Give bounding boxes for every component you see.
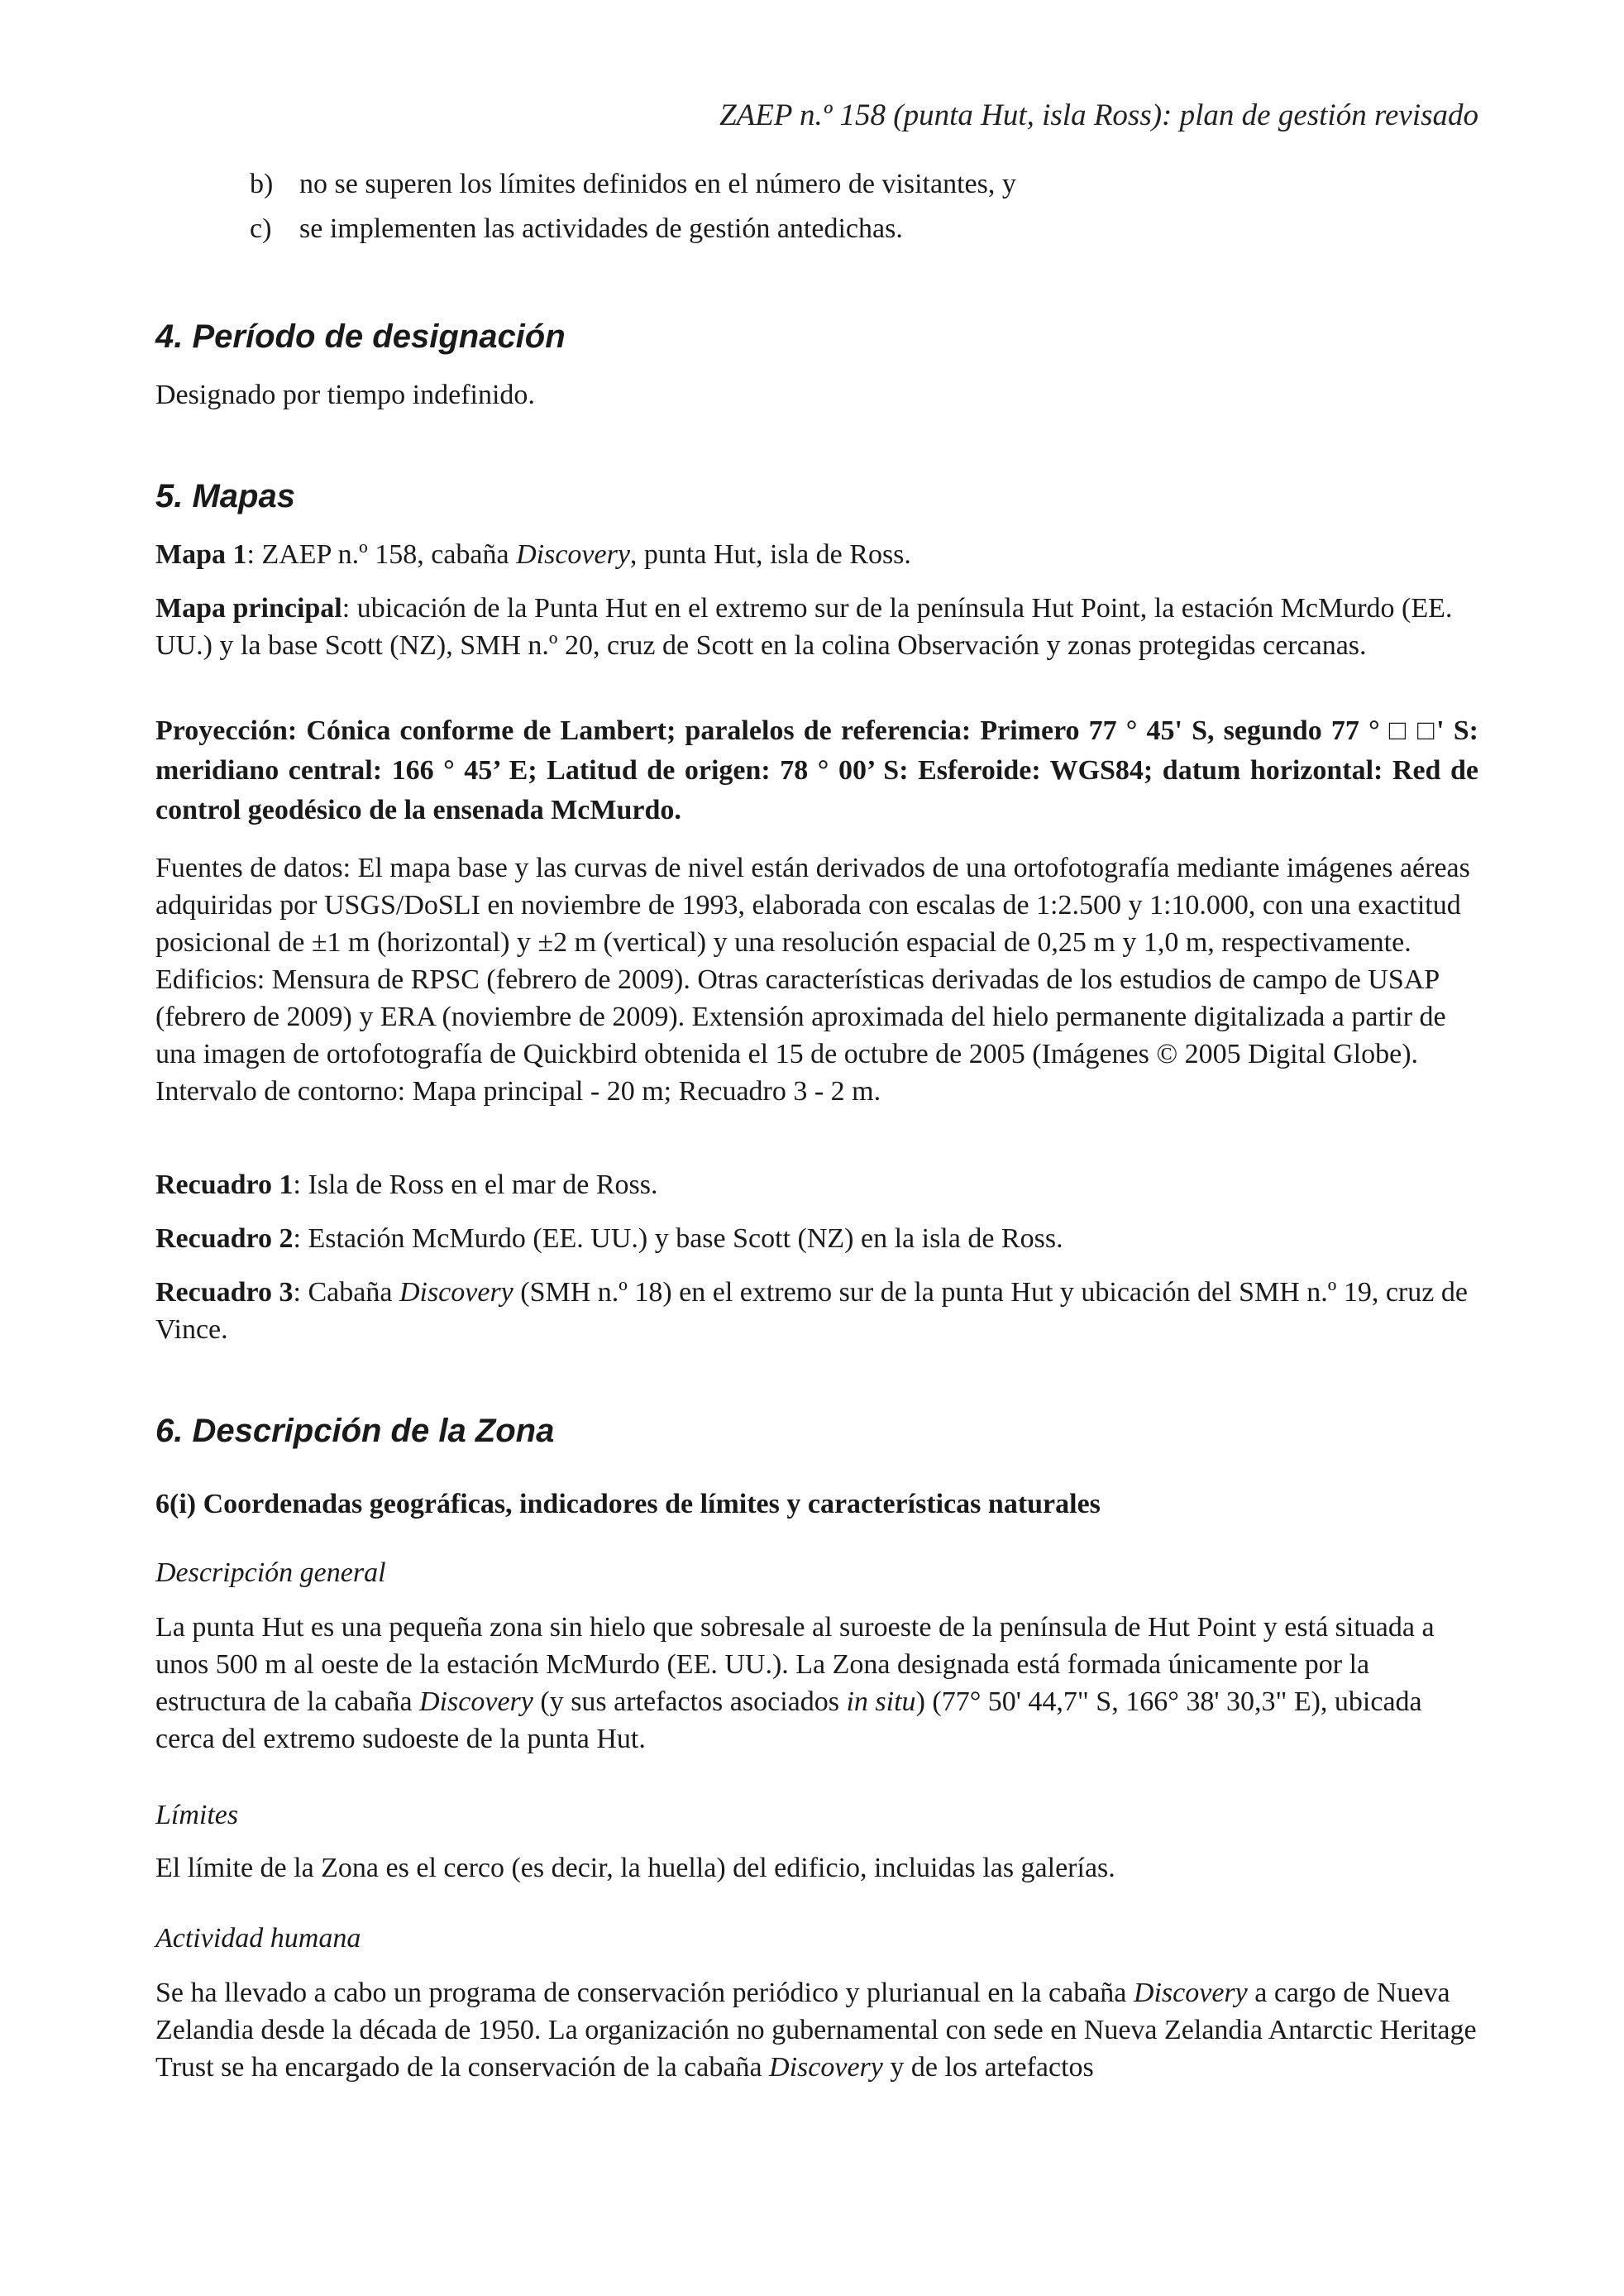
projection-text: Proyección: Cónica conforme de Lambert; paralelos de referencia: Primero 77 ° 45' S, segundo 77 ° □ □' S: meridiano central: 166 ° 45’ E; Latitud de origen: 78 ° 00’ S: Esferoide: WGS84; datum horizontal: Red de control geodésico de la ensenada McMurdo. — [155, 715, 1478, 825]
list-item — [250, 169, 1016, 213]
list-item-text: se implementen las actividades de gestión antedichas. — [299, 213, 903, 244]
list-item-text: no se superen los límites definidos en el número de visitantes, y — [299, 169, 1016, 199]
list-marker: c) — [250, 213, 272, 244]
limits-text: El límite de la Zona es el cerco (es decir, la huella) del edificio, incluidas las galerías. — [155, 1853, 1115, 1883]
criteria-list — [250, 169, 1016, 258]
data-sources: Fuentes de datos: El mapa base y las curvas de nivel están derivados de una ortofotografía mediante imágenes aéreas adquiridas por USGS/DoSLI en noviembre de 1993, elaborada con escalas de 1:2.500 y 1:10.000, con una exactitud posicional de ±1 m (horizontal) y ±2 m (vertical) y una resolución espacial de 0,25 m y 1,0 m, respectivamente. Edificios: Mensura de RPSC (febrero de 2009). Otras características derivadas de los estudios de campo de USAP (febrero de 2009) y ERA (noviembre de 2009). Extensión aproximada del hielo permanente digitalizada a partir de una imagen de ortofotografía de Quickbird obtenida el 15 de octubre de 2005 (Imágenes © 2005 Digital Globe). Intervalo de contorno: Mapa principal - 20 m; Recuadro 3 - 2 m. — [155, 853, 1470, 1107]
inset-3-caption: Recuadro 3: Cabaña Discovery (SMH n.º 18) en el extremo sur de la punta Hut y ubicación del SMH n.º 19, cruz de Vince. — [155, 1277, 1468, 1345]
general-description-title: Descripción general — [155, 1557, 386, 1588]
map-1-caption: Mapa 1: ZAEP n.º 158, cabaña Discovery, punta Hut, isla de Ross. — [155, 539, 911, 570]
running-header: ZAEP n.º 158 (punta Hut, isla Ross): plan de gestión revisado — [719, 98, 1478, 132]
main-map-caption: Mapa principal: ubicación de la Punta Hut en el extremo sur de la península Hut Point, la estación McMurdo (EE. UU.) y la base Scott (NZ), SMH n.º 20, cruz de Scott en la colina Observación y zonas protegidas cercanas. — [155, 593, 1453, 661]
section-5-heading: 5. Mapas — [155, 478, 295, 514]
section-6-heading: 6. Descripción de la Zona — [155, 1413, 555, 1449]
inset-2-caption: Recuadro 2: Estación McMurdo (EE. UU.) y base Scott (NZ) en la isla de Ross. — [155, 1223, 1063, 1254]
human-activity-title: Actividad humana — [155, 1923, 361, 1954]
main-map-label: Mapa principal — [155, 593, 342, 624]
section-4-text: Designado por tiempo indefinido. — [155, 380, 535, 410]
list-marker: b) — [250, 169, 274, 199]
general-description-text: La punta Hut es una pequeña zona sin hielo que sobresale al suroeste de la península de Hut Point y está situada a unos 500 m al oeste de la estación McMurdo (EE. UU.). La Zona designada está formada únicamente por la estructura de la cabaña Discovery (y sus artefactos asociados in situ) (77° 50' 44,7" S, 166° 38' 30,3" E), ubicada cerca del extremo sudoeste de la punta Hut. — [155, 1612, 1435, 1754]
section-4-heading: 4. Período de designación — [155, 318, 566, 355]
section-6i-subheading: 6(i) Coordenadas geográficas, indicadores de límites y características naturales — [155, 1489, 1101, 1519]
human-activity-text: Se ha llevado a cabo un programa de conservación periódico y plurianual en la cabaña Discovery a cargo de Nueva Zelandia desde la década de 1950. La organización no gubernamental con sede en Nueva Zelandia Antarctic Heritage Trust se ha encargado de la conservación de la cabaña Discovery y de los artefactos — [155, 1978, 1477, 2083]
inset-1-caption: Recuadro 1: Isla de Ross en el mar de Ross. — [155, 1170, 658, 1200]
list-item — [250, 213, 1016, 258]
map-1-label: Mapa 1 — [155, 539, 247, 570]
limits-title: Límites — [155, 1800, 239, 1830]
